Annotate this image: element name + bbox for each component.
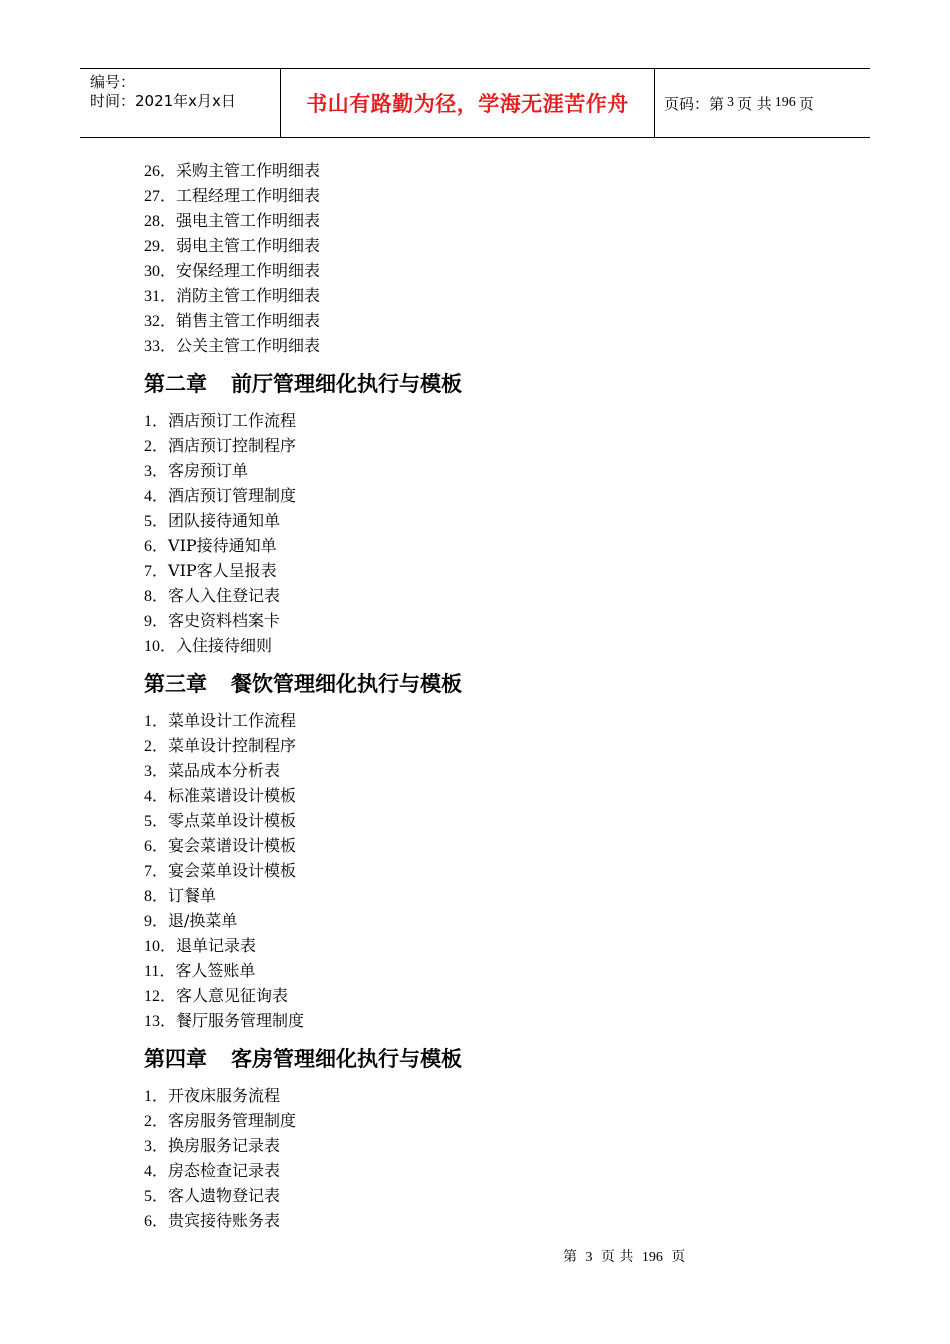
list-item [144, 933, 844, 958]
item-number: 11． [144, 963, 176, 980]
item-number: 2． [144, 438, 169, 455]
item-number: 7． [144, 863, 169, 880]
item-number: 8． [144, 888, 169, 905]
item-text: 销售主管工作明细表 [176, 311, 321, 330]
item-number: 4． [144, 788, 169, 805]
motto: 书山有路勤为径，学海无涯苦作舟 [306, 92, 629, 116]
chapter-section [144, 1043, 844, 1233]
item-number: 13． [144, 1013, 177, 1030]
item-number: 4． [144, 488, 169, 505]
item-text: VIP接待通知单 [168, 536, 277, 555]
list-item [144, 208, 844, 233]
item-number: 28． [144, 213, 177, 230]
list-item [144, 458, 844, 483]
item-text: 订餐单 [168, 886, 217, 905]
item-text: 菜单设计控制程序 [168, 736, 297, 755]
item-text: 公关主管工作明细表 [176, 336, 321, 355]
list-item [144, 433, 844, 458]
list-item [144, 508, 844, 533]
item-text: 酒店预订工作流程 [168, 411, 297, 430]
list-item [144, 633, 844, 658]
list-item [144, 1183, 844, 1208]
page-footer [563, 1246, 685, 1266]
footer-mid: 页 共 [600, 1249, 634, 1265]
item-number: 7． [144, 563, 169, 580]
page-current: 3 [727, 95, 735, 110]
list-item [144, 883, 844, 908]
list-item [144, 258, 844, 283]
item-number: 33． [144, 338, 177, 355]
item-number: 2． [144, 1113, 169, 1130]
item-text: 宴会菜谱设计模板 [168, 836, 297, 855]
item-number: 30． [144, 263, 177, 280]
list-item [144, 558, 844, 583]
item-text: 客房预订单 [168, 461, 249, 480]
section-one-tail-list [144, 158, 844, 358]
footer-current: 3 [585, 1250, 593, 1265]
list-item [144, 1158, 844, 1183]
header-meta-cell [80, 69, 281, 137]
item-number: 6． [144, 838, 169, 855]
item-number: 9． [144, 613, 169, 630]
item-text: 酒店预订管理制度 [168, 486, 297, 505]
header-page-cell [655, 69, 870, 137]
chapter-title: 客房管理细化执行与模板 [231, 1047, 462, 1071]
item-text: 客人意见征询表 [176, 986, 289, 1005]
page-mid: 页 共 [737, 94, 772, 113]
item-number: 1． [144, 413, 169, 430]
item-text: 酒店预订控制程序 [168, 436, 297, 455]
item-number: 27． [144, 188, 177, 205]
item-number: 5． [144, 513, 169, 530]
item-number: 26． [144, 163, 177, 180]
header-motto-cell [281, 69, 655, 137]
list-item [144, 858, 844, 883]
chapter-list [144, 368, 844, 1233]
item-text: 客人入住登记表 [168, 586, 281, 605]
chapter-heading [144, 668, 844, 700]
item-number: 2． [144, 738, 169, 755]
item-text: 菜品成本分析表 [168, 761, 281, 780]
list-item [144, 733, 844, 758]
item-text: 强电主管工作明细表 [176, 211, 321, 230]
item-text: 标准菜谱设计模板 [168, 786, 297, 805]
item-number: 3． [144, 463, 169, 480]
chapter-heading [144, 1043, 844, 1075]
item-text: 贵宾接待账务表 [168, 1211, 281, 1230]
item-text: 入住接待细则 [176, 636, 273, 655]
chapter-label: 第三章 [144, 672, 207, 696]
item-text: 换房服务记录表 [168, 1136, 281, 1155]
item-text: 工程经理工作明细表 [176, 186, 321, 205]
item-text: 退/换菜单 [168, 911, 238, 930]
item-text: VIP客人呈报表 [168, 561, 277, 580]
item-text: 客房服务管理制度 [168, 1111, 297, 1130]
item-text: 客人遗物登记表 [168, 1186, 281, 1205]
page-suffix: 页 [798, 94, 814, 113]
item-number: 6． [144, 1213, 169, 1230]
list-item [144, 783, 844, 808]
list-item [144, 233, 844, 258]
item-text: 餐厅服务管理制度 [176, 1011, 305, 1030]
list-item [144, 1008, 844, 1033]
code-label: 编号： [90, 73, 136, 91]
item-number: 9． [144, 913, 169, 930]
page-total: 196 [774, 95, 796, 110]
chapter-title: 前厅管理细化执行与模板 [231, 372, 462, 396]
item-text: 消防主管工作明细表 [176, 286, 321, 305]
item-number: 3． [144, 1138, 169, 1155]
item-text: 退单记录表 [176, 936, 257, 955]
list-item [144, 983, 844, 1008]
item-text: 弱电主管工作明细表 [176, 236, 321, 255]
list-item [144, 608, 844, 633]
list-item [144, 708, 844, 733]
item-text: 菜单设计工作流程 [168, 711, 297, 730]
item-text: 客人签账单 [175, 961, 256, 980]
page-prefix: 页码：第 [664, 94, 725, 113]
toc-content [144, 158, 844, 1233]
list-item [144, 333, 844, 358]
chapter-label: 第四章 [144, 1047, 207, 1071]
item-number: 32． [144, 313, 177, 330]
list-item [144, 408, 844, 433]
item-text: 安保经理工作明细表 [176, 261, 321, 280]
item-text: 房态检查记录表 [168, 1161, 281, 1180]
footer-suffix: 页 [671, 1249, 686, 1265]
item-number: 10． [144, 938, 177, 955]
item-number: 8． [144, 588, 169, 605]
item-text: 客史资料档案卡 [168, 611, 281, 630]
item-number: 5． [144, 1188, 169, 1205]
list-item [144, 483, 844, 508]
list-item [144, 833, 844, 858]
list-item [144, 308, 844, 333]
page-header [80, 68, 870, 138]
item-number: 12． [144, 988, 177, 1005]
chapter-section [144, 668, 844, 1033]
list-item [144, 283, 844, 308]
item-text: 团队接待通知单 [168, 511, 281, 530]
item-number: 5． [144, 813, 169, 830]
item-number: 10． [144, 638, 177, 655]
item-text: 开夜床服务流程 [168, 1086, 281, 1105]
list-item [144, 808, 844, 833]
footer-prefix: 第 [563, 1249, 577, 1265]
list-item [144, 758, 844, 783]
list-item [144, 1083, 844, 1108]
item-number: 6． [144, 538, 169, 555]
item-number: 4． [144, 1163, 169, 1180]
list-item [144, 183, 844, 208]
item-number: 31． [144, 288, 177, 305]
list-item [144, 1108, 844, 1133]
time-label: 时间：2021年x月x日 [90, 92, 236, 110]
list-item [144, 958, 844, 983]
item-number: 3． [144, 763, 169, 780]
item-number: 1． [144, 713, 169, 730]
item-number: 1． [144, 1088, 169, 1105]
list-item [144, 1133, 844, 1158]
list-item [144, 1208, 844, 1233]
chapter-label: 第二章 [144, 372, 207, 396]
chapter-title: 餐饮管理细化执行与模板 [231, 672, 462, 696]
footer-total: 196 [641, 1250, 663, 1265]
item-text: 采购主管工作明细表 [176, 161, 321, 180]
item-text: 宴会菜单设计模板 [168, 861, 297, 880]
list-item [144, 908, 844, 933]
list-item [144, 533, 844, 558]
list-item [144, 158, 844, 183]
chapter-section [144, 368, 844, 658]
item-number: 29． [144, 238, 177, 255]
chapter-heading [144, 368, 844, 400]
item-text: 零点菜单设计模板 [168, 811, 297, 830]
list-item [144, 583, 844, 608]
